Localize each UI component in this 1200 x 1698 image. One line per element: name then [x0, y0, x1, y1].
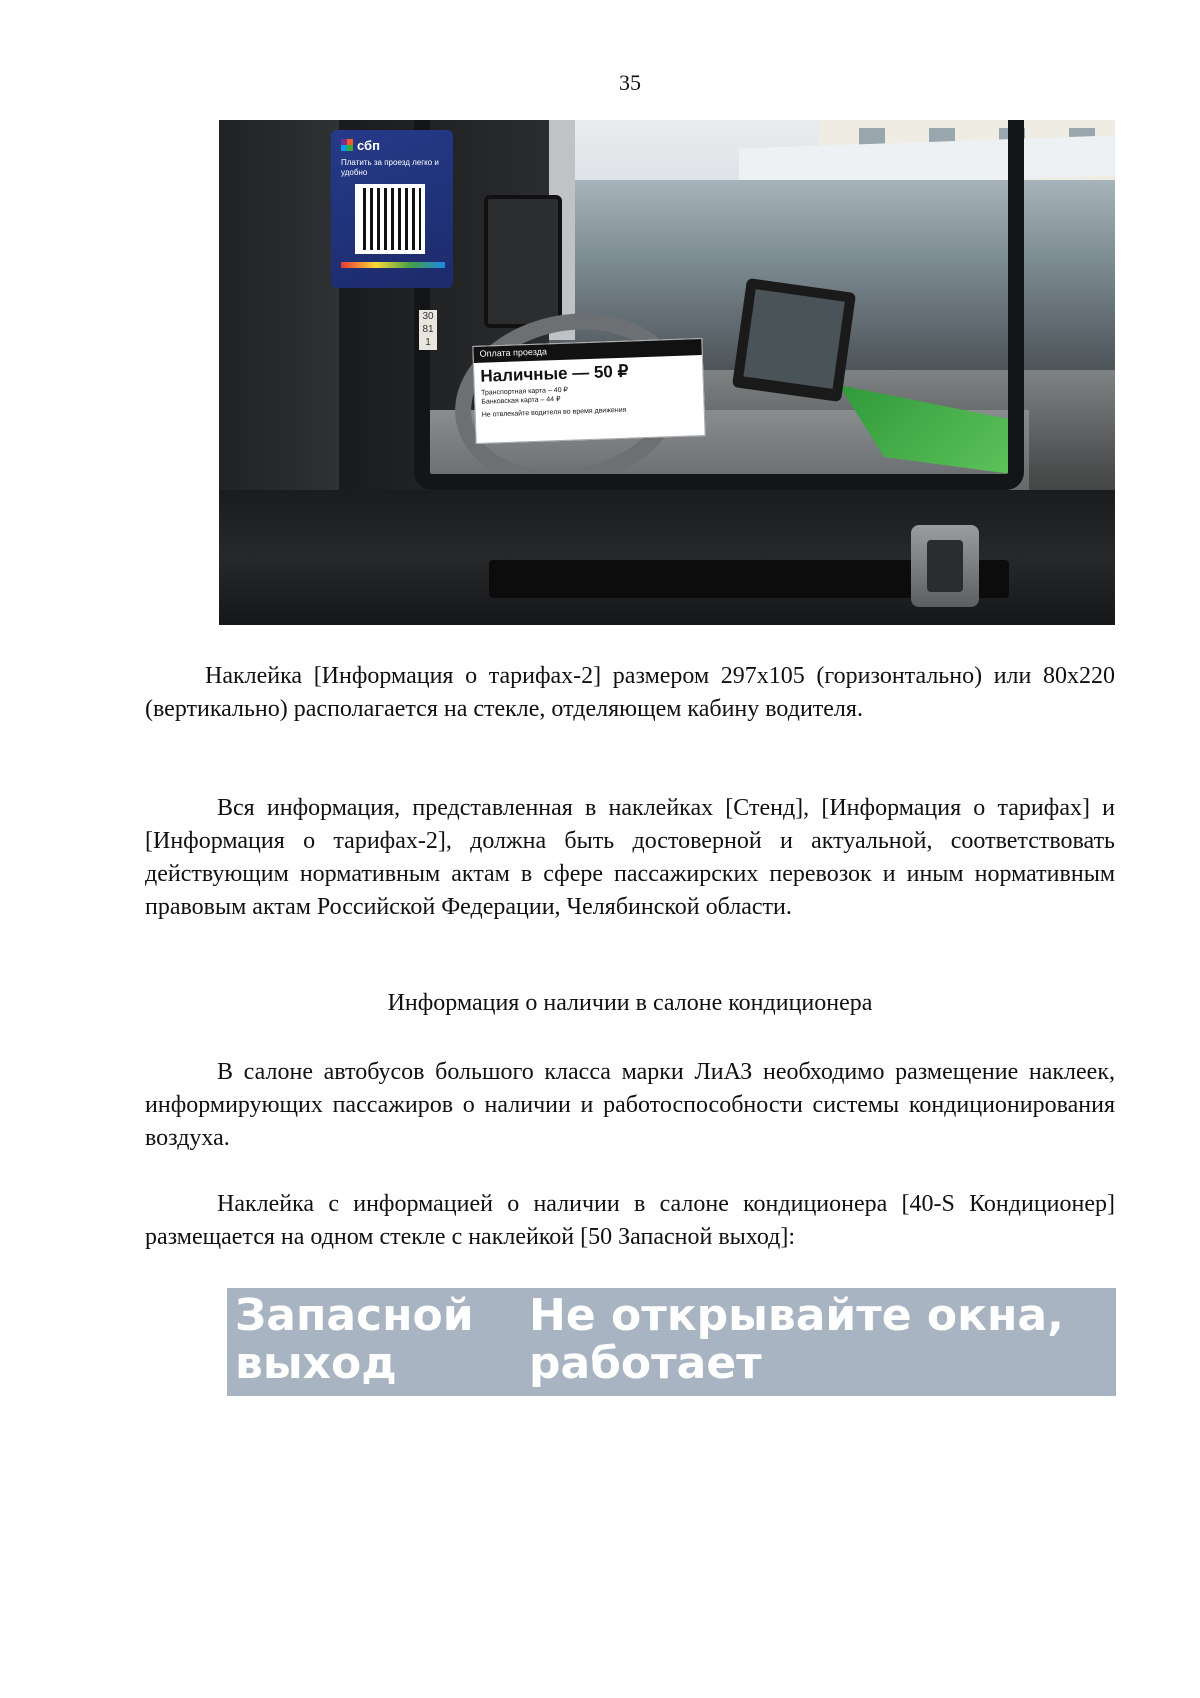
tag-line: 30: [422, 311, 434, 322]
tag-line: 1: [425, 337, 431, 348]
fare-transport-card: Транспортная карта – 40 ₽: [480, 386, 569, 397]
ac-notice-label: Не открывайте окна, работает кондиционер: [529, 1290, 1064, 1437]
page-number: 35: [619, 70, 641, 95]
fare-note: Не отвлекайте водителя во время движения: [481, 406, 627, 419]
section-heading: Информация о наличии в салоне кондиционера: [387, 990, 873, 1016]
fare-header: Оплата проезда: [473, 339, 701, 363]
fare-bank-card: Банковская карта – 44 ₽: [481, 396, 561, 406]
emergency-exit-ac-sticker: [227, 1288, 1116, 1437]
fare-cash-price: Наличные — 50 ₽: [480, 361, 629, 386]
sbp-payment-sticker: [331, 130, 453, 288]
photo-lower-panel: [219, 490, 1115, 625]
emergency-exit-label: Запасной выход: [235, 1290, 474, 1389]
qr-code-icon: [355, 184, 425, 254]
sbp-logo: сбп: [341, 138, 380, 153]
paragraph-sticker-size: Наклейка [Информация о тарифах-2] размером 297х105 (горизонтально) или 80х220 (вертикально) располагается на стекле, отделяющем кабину водителя.: [145, 663, 1115, 722]
paragraph-info-accuracy: Вся информация, представленная в наклейках [Стенд], [Информация о тарифах] и [Информация о тарифах-2], должна быть достоверной и актуальной, соответствовать действующим нормативным актам в сфере пассажирских перевозок и иным нормативным правовым актам Российской Федерации, Челябинской области.: [145, 795, 1115, 920]
sbp-color-strip: [341, 262, 445, 268]
paragraph-ac-requirement: В салоне автобусов большого класса марки ЛиАЗ необходимо размещение наклеек, информирующих пассажиров о наличии и работоспособности системы кондиционирования воздуха.: [145, 1059, 1115, 1151]
paragraph-ac-sticker: Наклейка с информацией о наличии в салоне кондиционера [40-S Кондиционер] размещается на одном стекле с наклейкой [50 Запасной выход]:: [145, 1191, 1115, 1250]
photo-small-tag: [419, 310, 437, 350]
photo-door-handle-recess: [927, 540, 963, 592]
sbp-tagline: Платить за проезд легко и удобно: [341, 158, 439, 177]
bus-cabin-photo: [219, 120, 1115, 625]
sbp-logo-icon: [341, 139, 353, 151]
tag-line: 81: [422, 324, 434, 335]
fare-info-sticker: [472, 338, 705, 444]
